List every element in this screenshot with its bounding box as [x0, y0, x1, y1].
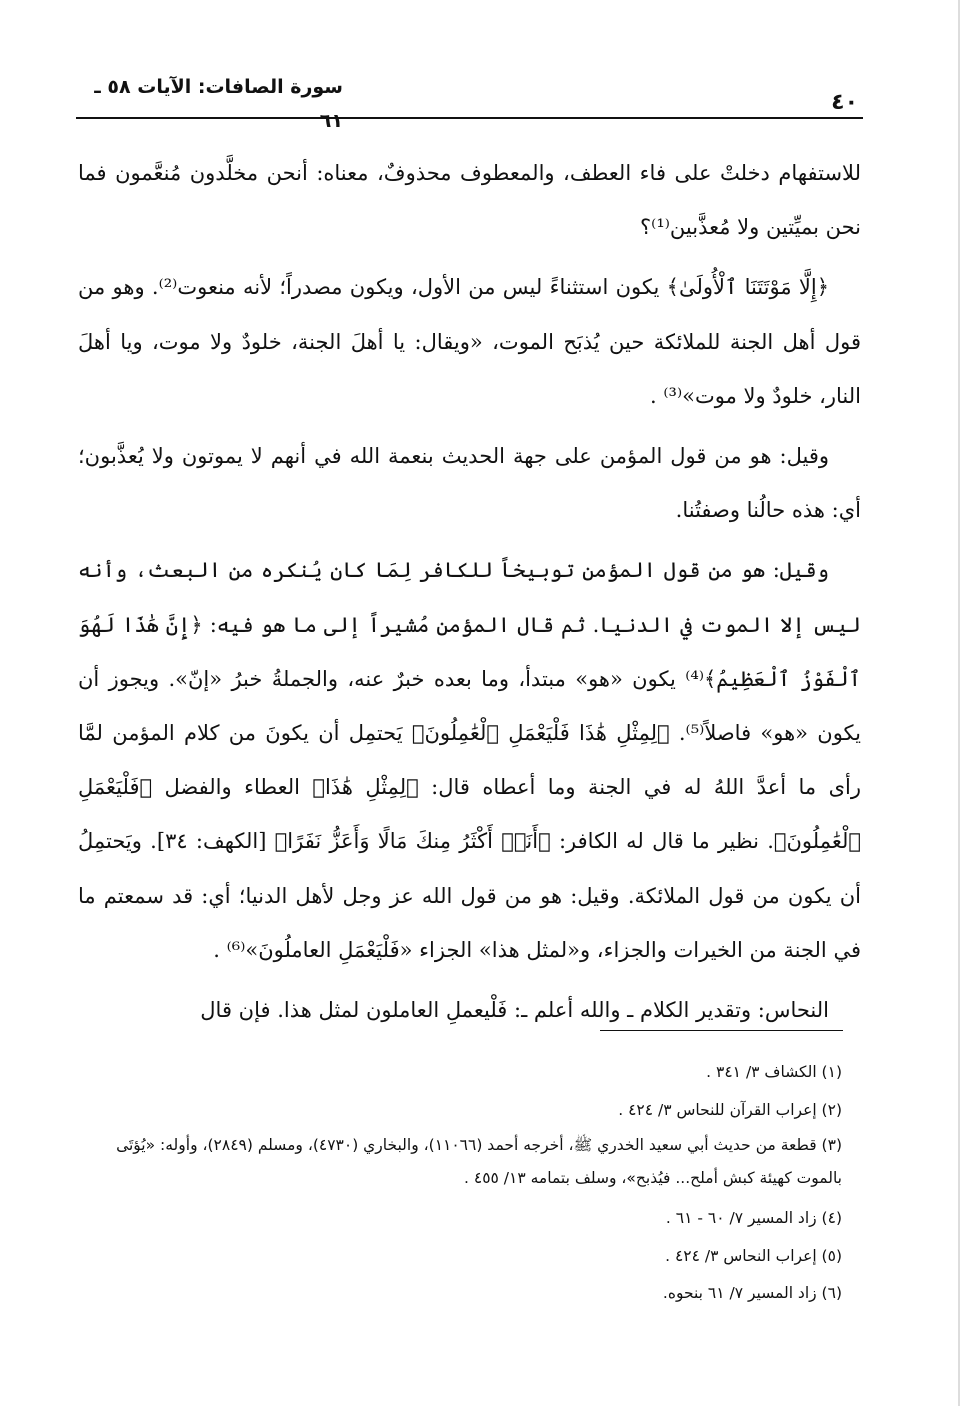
paragraph: وقيل: هو من قول المؤمن على جهة الحديث بنعمة الله في أنهم لا يموتون ولا يُعذَّبون؛ أي: هذه حالُنا وصفتُنا.: [78, 444, 861, 523]
footnote-4: (٤) زاد المسير ٧/ ٦٠ - ٦١ .: [665, 1209, 842, 1228]
footnote-3: (٣) قطعة من حديث أبي سعيد الخدري ﷺ، أخرجه أحمد (١١٠٦٦)، والبخاري (٤٧٣٠)، ومسلم (٢٨٤٩)، وأوله: «يُؤتَى بالموت كهيئة كبش أملح... فيُذبح»، وسلف بتمامه ١٣/ ٤٥٥ .: [116, 1136, 842, 1188]
paragraph: وقيل: هو من قول المؤمن توبيخاً للكافر لِمَا كان يُنكره من البعث، وأنه ليس إلا الموت في الدنيا. ثم قال المؤمن مُشيراً إلى ما هو فيه: ﴿إِنَّ هَٰذَا لَهُوَ ٱلْفَوْزُ ٱلْعَظِيمُ﴾⁽⁴⁾ يكون «هو» مبتدأ، وما بعده خبرٌ عنه، والجملةُ خبرُ «إنّ». ويجوز أن يكون «هو» فاصلاً⁽⁵⁾. ﴿لِمِثْلِ هَٰذَا فَلْيَعْمَلِ ٱلْعَٰمِلُونَ﴾ يَحتمِل أن يكونَ من كلام المؤمن لمَّا رأى ما أعدَّ اللهُ له في الجنة وما أعطاه قال: ﴿لِمِثْلِ هَٰذَا﴾ العطاء والفضل ﴿فَلْيَعْمَلِ ٱلْعَٰمِلُونَ﴾. نظير ما قال له الكافر: ﴿أَنَا۠ أَكْثَرُ مِنكَ مَالًا وَأَعَزُّ نَفَرًا﴾ [الكهف: ٣٤]. ويَحتمِلُ أن يكون من قول الملائكة. وقيل: هو من قول الله عز وجل لأهل الدنيا؛ أي: قد سمعتم ما في الجنة من الخيرات والجزاء، و«لمثل هذا» الجزاء «فَلْيَعْمَلِ العاملُونَ»⁽⁶⁾ .: [78, 558, 862, 962]
header-rule: [76, 117, 863, 119]
page-number: ٤٠: [831, 90, 858, 115]
paragraph: النحاس: وتقدير الكلام ـ والله أعلم ـ: فَلْيعملِ العاملون لمثل هذا. فإن قال: [200, 998, 829, 1023]
footnotes: [72, 1054, 842, 1313]
footnote-5: (٥) إعراب النحاس ٣/ ٤٢٤ .: [665, 1246, 842, 1265]
paragraph: للاستفهام دخلتْ على فاء العطف، والمعطوف محذوفٌ، معناه: أنحن مخلَّدون مُنعَّمون فما نحن بميِّتين ولا مُعذَّبين⁽¹⁾؟: [78, 161, 861, 240]
footnote-2: (٢) إعراب القرآن للنحاس ٣/ ٤٢٤ .: [618, 1100, 842, 1119]
footnote-6: (٦) زاد المسير ٧/ ٦١ بنحوه.: [662, 1284, 842, 1303]
footnote-rule: [600, 1030, 843, 1031]
main-text: [78, 146, 861, 1043]
running-title: سورة الصافات: الآيات ٥٨ ـ ٦١: [94, 76, 343, 132]
paragraph: ﴿إِلَّا مَوْتَتَنَا ٱلْأُولَىٰ﴾ يكون استثناءً ليس من الأول، ويكون مصدراً؛ لأنه منعوت⁽²⁾. وهو من قول أهل الجنة للملائكة حين يُذبَح الموت، «ويقال: يا أهلَ الجنة، خلودٌ ولا موت، ويا أهلَ النار، خلودٌ ولا موت»⁽³⁾ .: [78, 275, 861, 408]
scan-edge-line: [958, 0, 960, 1406]
footnote-1: (١) الكشاف ٣/ ٣٤١ .: [706, 1063, 842, 1081]
